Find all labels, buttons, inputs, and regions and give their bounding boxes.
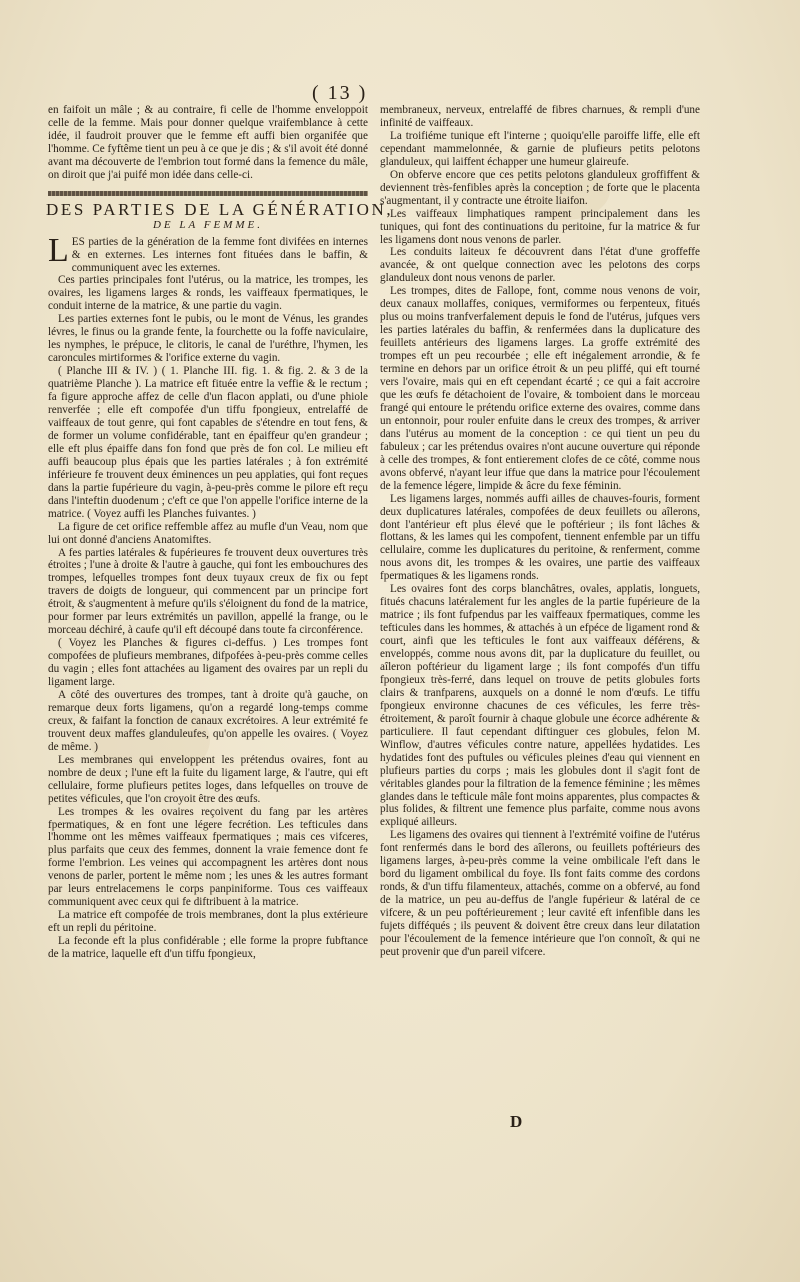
paragraph: Les trompes, dites de Fallope, font, comme nous venons de voir, deux canaux mollaffes, coniques, vermiformes ou ferpenteux, fitués plus ou moins tranfverfalement depuis le fond de l'utérus, jufques vers les parties latérales du baffin, & renfermées dans la duplicature des feuillets antérieurs des ligamens larges. La groffe extrémité des trompes eft un peu recourbée ; elle eft inégalement arrondie, & fe termine en dehors par un orifice étroit & un peu pliffé, qui eft tourné vers l'ovaire, mais qui en eft cependant écarté ; ce qui a fait accroire que les œufs fe détachoient de l'ovaire, & tomboient dans le morceau frangé qui entoure le prétendu orifice externe des ovaires, comme dans un entonnoir, pour rouler enfuite dans le creux des trompes, & arriver dans l'utérus au moment de la conception : ce qui tient un peu du fabuleux ; car les prétendus ovaires n'ont aucune ouverture qui réponde à celle des trompes, & font entierement clofes de ce côté, comme nous avons obfervé, n'ayant leur iffue que dans la matrice pour l'écoulement de la femence légere, limpide & âcre du fexe féminin. xyxy=(380,285,700,492)
paragraph: A fes parties latérales & fupérieures fe trouvent deux ouvertures très étroites ; l'une à droite & l'autre à gauche, qui font les embouchures des trompes, lefquelles trompes font deux tuyaux creux de fix ou fept travers de doigts de longueur, qui commencent par un principe fort étroit, & s'augmentent à mefure qu'ils s'éloignent du fond de la matrice, pour former par leurs extrémités un pavillon, appellé la frange, ou le morceau déchiré, à caufe qu'il eft découpé dans toute fa circonférence. xyxy=(48,546,368,637)
decorative-rule xyxy=(48,191,368,196)
paragraph: membraneux, nerveux, entrelaffé de fibres charnues, & rempli d'une infinité de vaiffeaux. xyxy=(380,104,700,129)
signature-mark: D xyxy=(510,1112,523,1131)
paragraph: ( Voyez les Planches & figures ci-deffus. ) Les trompes font compofées de plufieurs membranes, difpofées à-peu-près comme celles du vagin ; elles font attachées au ligament des ovaires par un repli du ligament large. xyxy=(48,637,368,689)
paragraph: Ces parties principales font l'utérus, ou la matrice, les trompes, les ovaires, les ligamens larges & ronds, les vaiffeaux fpermatiques, le conduit interne de la matrice, & une partie du vagin. xyxy=(48,274,368,313)
paragraph: On obferve encore que ces petits pelotons glanduleux groffiffent & deviennent très-fenfibles après la conception ; de forte que le placenta s'augmentant, il y contracte une étroite liaifon. xyxy=(380,168,700,207)
drop-cap: L xyxy=(48,231,69,269)
paragraph: Les membranes qui enveloppent les prétendus ovaires, font au nombre de deux ; l'une eft la fuite du ligament large, & l'autre, qui eft cellulaire, forme plufieurs petites loges, dans lefquelles on trouve de petites véficules, que l'on croyoit être des œufs. xyxy=(48,753,368,805)
left-column xyxy=(46,104,394,961)
page-number: ( 13 ) xyxy=(312,82,368,104)
intro-text: ES parties de la génération de la femme font divifées en internes & en externes. Les internes font fituées dans le baffin, & communiquent avec les externes. xyxy=(71,235,368,274)
paragraph: Les conduits laiteux fe découvrent dans l'état d'une groffeffe avancée, & ont quelque connection avec les pelotons des corps glanduleux dont nous venons de parler. xyxy=(380,246,700,285)
paragraph: A côté des ouvertures des trompes, tant à droite qu'à gauche, on remarque deux forts ligamens, qu'on a regardé long-temps comme creux, & faifant la fonction de canaux excrétoires. A leur extrémité fe trouvent deux maffes glanduleufes, qu'on appelle les ovaires. ( Voyez de même. ) xyxy=(48,688,368,753)
section-subtitle: DE LA FEMME. xyxy=(152,218,264,231)
paragraph: La matrice eft compofée de trois membranes, dont la plus extérieure eft un repli du péritoine. xyxy=(48,909,368,935)
paragraph: Les ovaires font des corps blanchâtres, ovales, applatis, longuets, fitués chacuns latéralement fur les angles de la partie fupérieure de la matrice ; ils font fufpendus par les vaiffeaux fpermatiques, comme les tefticules dans les hommes, & attachés à un efpéce de ligament rond & court, ainfi que les tefticules le font aux vaiffeaux déférens, & enveloppés, comme nous avons dit, par la duplicature du feuillet, ou aîleron poftérieur du ligament large ; ils font compofés d'un tiffu fpongieux très-ferré, dans lequel on trouve de petits globules forts clairs & tranfparens, auxquels on a donné le nom d'œufs. Le tiffu fpongieux environne chacunes de ces véficules, les ferre très-étroitement, & paroît fournir à chaque globule une écorce adhérente & particuliere. Il faut cependant diftinguer ces globules, felon M. Winflow, d'autres véficules contre nature, appellées hydatides. Les hydatides font des puftules ou véficules pleines d'eau qui viennent en plufieurs parties du corps ; mais les globules dont il s'agit font de véritables glandes pour la filtration de la femence féminine ; les mêmes glandes dans le tefticule mâle font moins apparentes, plus compactes & plus folides, & filtrent une femence plus parfaite, comme nous avons expliqué ailleurs. xyxy=(380,583,700,829)
section-title: DES PARTIES DE LA GÉNÉRATION, xyxy=(46,199,394,219)
right-column xyxy=(380,104,700,959)
paragraph: Les ligamens larges, nommés auffi ailles de chauves-fouris, forment deux duplicatures latérales, compofées de deux feuillets ou aîlerons, dont l'antérieur eft plus élevé que le poftérieur ; ils font lâches & flottans, & les lames qui les compofent, tiennent enfemble par un tiffu cellulaire, comme les duplicatures du peritoine, & renferment, comme nous avons dit, les trompes & les ovaires, une partie des vaiffeaux fpermatiques & les ligamens ronds. xyxy=(380,492,700,583)
paragraph: Les trompes & les ovaires reçoivent du fang par les artères fpermatiques, & en font une légere fecrétion. Les tefticules dans l'homme ont les mêmes vaiffeaux fpermatiques ; mais ces vifceres, plus parfaits que ceux des femmes, donnent la vraie femence dont fe forme l'embrion. Les veines qui accompagnent les artères dont nous venons de parler, portent le même nom ; les unes & les autres formant par leurs entrelacemens le corps panpiniforme. Tous ces vaiffeaux communiquent avec ceux qui fe diftribuent à la matrice. xyxy=(48,805,368,909)
paragraph: ( Planche III & IV. ) ( 1. Planche III. fig. 1. & fig. 2. & 3 de la quatrième Planche ). La matrice eft fituée entre la veffie & le rectum ; fa figure approche affez de celle d'un flacon applati, ou d'une phiole renverfée ; elle eft compofée d'un tiffu fpongieux, entrelaffé de vaiffeaux de tout genre, qui font capables de s'étendre en tout fens, & de former un volume confidérable, tant en épaiffeur qu'en grandeur ; elle eft plus épaiffe dans fon fond que près de fon col. Le milieu eft auffi beaucoup plus épais que les parties latérales ; à fon extrémité inférieure fe trouvent deux éminences un peu applaties, qui font reçues dans la partie fupérieure du vagin, à-peu-près comme le pilore eft reçu dans l'inteftin duodenum ; c'eft ce que l'on appelle l'orifice interne de la matrice. ( Voyez auffi les Planches fuivantes. ) xyxy=(48,365,368,520)
opening-paragraph: en faifoit un mâle ; & au contraire, fi celle de l'homme enveloppoit celle de la femme. Mais pour donner quelque vraifemblance à cette idée, il faudroit prouver que le femme eft auffi bien organifée que l'homme. Ce fyftême tient un peu à ce que je dis ; & s'il avoit été donné avant ma découverte de l'embrion tout formé dans la femence du mâle, on diroit que j'ai puifé mon idée dans celle-ci. xyxy=(48,104,368,181)
paragraph: Les vaiffeaux limphatiques rampent principalement dans les tuniques, qui font des continuations du peritoine, fur la matrice & fur les ligamens dont nous venons de parler. xyxy=(380,207,700,246)
paragraph: La troifiéme tunique eft l'interne ; quoiqu'elle paroiffe liffe, elle eft cependant mammelonnée, & garnie de plufieurs petits pelotons glanduleux, qui laiffent échapper une humeur glaireufe. xyxy=(380,129,700,168)
paragraph: Les parties externes font le pubis, ou le mont de Vénus, les grandes lévres, le finus ou la grande fente, la fourchette ou la foffe naviculaire, les nymphes, le prépuce, le clitoris, le canal de l'uréthre, l'hymen, les caroncules mirtiformes & l'orifice externe du vagin. xyxy=(48,313,368,365)
paragraph: Les ligamens des ovaires qui tiennent à l'extrémité voifine de l'utérus font renfermés dans le bord des aîlerons, ou feuillets poftérieurs des ligamens larges, à-peu-près comme la veine ombilicale l'eft dans le bord du ligament ombilical du foye. Ils font faits comme des cordons ronds, & d'un tiffu filamenteux, attachés, comme on a obfervé, au fond de la matrice, un peu au-deffus de l'angle fupérieur & latéral de ce vifcere, & un peu poftérieurement ; leur cavité eft infenfible dans les fujets difféqués ; ils peuvent & doivent être creux dans leur dilatation pour l'écoulement de la femence intérieure que l'on connoît, & qui ne peut provenir que d'un pareil vifcere. xyxy=(380,829,700,958)
intro-paragraph xyxy=(48,231,368,275)
paragraph: La feconde eft la plus confidérable ; elle forme la propre fubftance de la matrice, laquelle eft d'un tiffu fpongieux, xyxy=(48,935,368,961)
paragraph: La figure de cet orifice reffemble affez au mufle d'un Veau, nom que lui ont donné d'anciens Anatomiftes. xyxy=(48,520,368,546)
